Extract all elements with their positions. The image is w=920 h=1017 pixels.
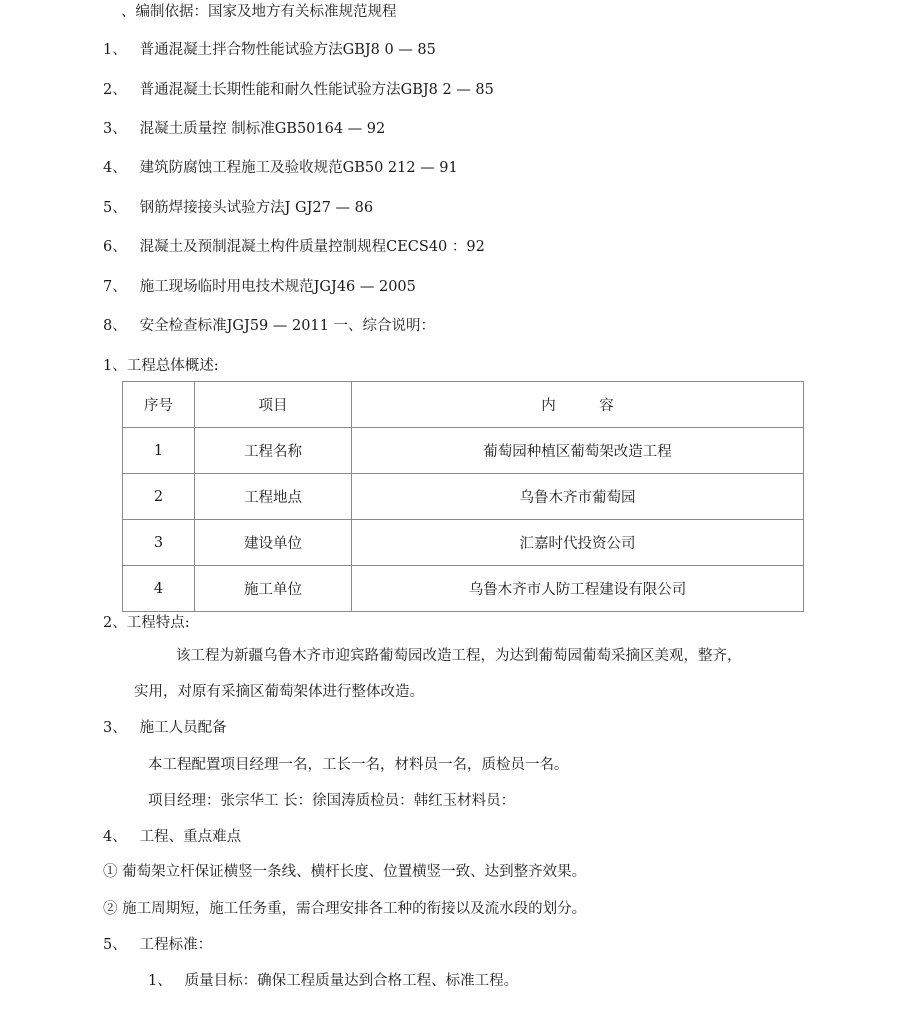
standard-item-6	[103, 237, 485, 257]
row-content: 乌鲁木齐市人防工程建设有限公司	[352, 566, 804, 612]
row-item: 建设单位	[195, 520, 352, 566]
features-paragraph-line-1: 该工程为新疆乌鲁木齐市迎宾路葡萄园改造工程，为达到葡萄园葡萄采摘区美观，整齐，	[176, 648, 742, 664]
standard-number: 7、	[103, 279, 127, 295]
header-content: 内 容	[352, 382, 804, 428]
standard-number: 1、	[103, 42, 127, 58]
difficulty-item-1: ① 葡萄架立杆保证横竖一条线、横杆长度、位置横竖一致、达到整齐效果。	[103, 864, 587, 880]
standard-text: 普通混凝土拌合物性能试验方法GBJ8 0 — 85	[139, 42, 436, 58]
header-item: 项目	[195, 382, 352, 428]
standard-number: 6、	[103, 239, 127, 255]
basis-heading: 、编制依据：国家及地方有关标准规范规程	[121, 4, 397, 20]
row-content: 葡萄园种植区葡萄架改造工程	[352, 428, 804, 474]
standard-item-3	[103, 119, 385, 139]
section-title: 施工人员配备	[139, 720, 227, 736]
standard-item-4	[103, 158, 458, 178]
standard-item-1	[103, 40, 436, 60]
row-content: 乌鲁木齐市葡萄园	[352, 474, 804, 520]
standard-text: 安全检查标准JGJ59 — 2011 一、综合说明：	[139, 318, 435, 334]
standard-item-8	[103, 316, 435, 336]
standard-number: 4、	[103, 160, 127, 176]
standard-number: 5、	[103, 200, 127, 216]
section-title: 工程、重点难点	[139, 829, 242, 845]
row-item: 工程名称	[195, 428, 352, 474]
standard-number: 3、	[103, 121, 127, 137]
project-info-table	[122, 381, 804, 612]
item-number: 1、	[148, 973, 172, 989]
row-index: 2	[123, 474, 195, 520]
staff-names: 项目经理：张宗华工 长：徐国涛质检员：韩红玉材料员：	[148, 793, 516, 809]
overview-heading: 1、工程总体概述:	[103, 358, 219, 374]
standard-item-7	[103, 277, 416, 297]
standard-text: 钢筋焊接接头试验方法J GJ27 — 86	[139, 200, 374, 216]
table-header-row	[123, 382, 804, 428]
header-index: 序号	[123, 382, 195, 428]
features-paragraph-line-2: 实用，对原有采摘区葡萄架体进行整体改造。	[134, 684, 424, 700]
quality-text: 质量目标：确保工程质量达到合格工程、标准工程。	[184, 973, 519, 989]
difficulty-heading	[103, 827, 241, 847]
features-heading: 2、工程特点:	[103, 615, 190, 631]
standard-text: 混凝土及预制混凝土构件质量控制规程CECS40 ：92	[139, 239, 485, 255]
row-index: 4	[123, 566, 195, 612]
row-index: 1	[123, 428, 195, 474]
standard-number: 2、	[103, 82, 127, 98]
difficulty-item-2: ② 施工周期短，施工任务重，需合理安排各工种的衔接以及流水段的划分。	[103, 901, 587, 917]
row-index: 3	[123, 520, 195, 566]
section-number: 4、	[103, 829, 127, 845]
standard-item-5	[103, 198, 373, 218]
staff-paragraph: 本工程配置项目经理一名，工长一名，材料员一名，质检员一名。	[148, 757, 569, 773]
standard-text: 普通混凝土长期性能和耐久性能试验方法GBJ8 2 — 85	[139, 82, 494, 98]
row-item: 工程地点	[195, 474, 352, 520]
section-number: 3、	[103, 720, 127, 736]
section-number: 5、	[103, 937, 127, 953]
standard-number: 8、	[103, 318, 127, 334]
table-row	[123, 474, 804, 520]
table-row	[123, 566, 804, 612]
standard-item-2	[103, 80, 494, 100]
table-row	[123, 428, 804, 474]
row-item: 施工单位	[195, 566, 352, 612]
quality-target	[148, 971, 518, 991]
table-row	[123, 520, 804, 566]
standard-text: 建筑防腐蚀工程施工及验收规范GB50 212 — 91	[139, 160, 458, 176]
staff-heading	[103, 718, 227, 738]
section-title: 工程标准：	[139, 937, 213, 953]
standard-text: 施工现场临时用电技术规范JGJ46 — 2005	[139, 279, 416, 295]
row-content: 汇嘉时代投资公司	[352, 520, 804, 566]
standard-text: 混凝土质量控 制标准GB50164 — 92	[139, 121, 386, 137]
standard-heading	[103, 935, 212, 955]
